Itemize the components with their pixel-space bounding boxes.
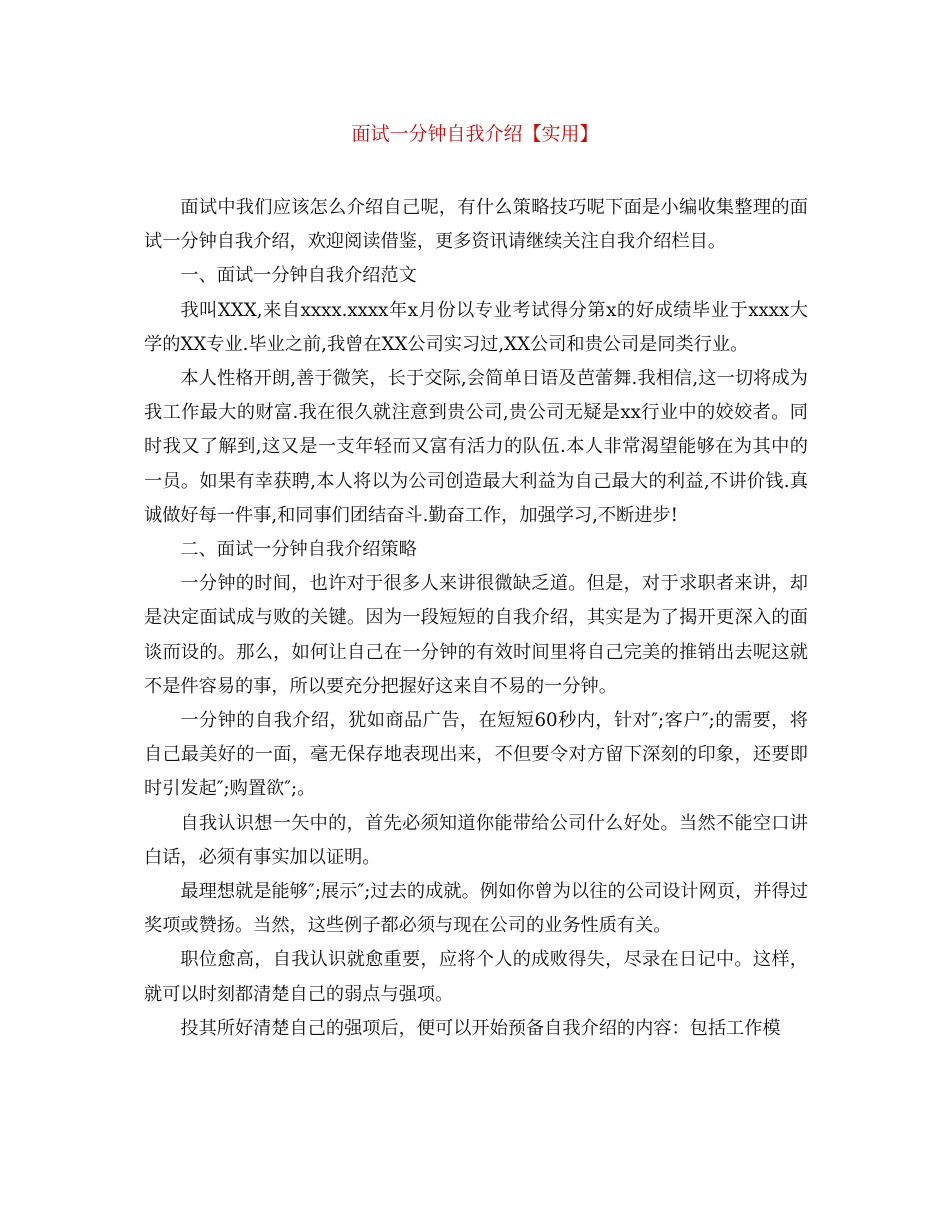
body-paragraph: 我叫XXX,来自xxxx.xxxx年x月份以专业考试得分第x的好成绩毕业于xxxx大学的XX专业.毕业之前,我曾在XX公司实习过,XX公司和贵公司是同类行业。 <box>144 299 808 355</box>
intro-paragraph: 面试中我们应该怎么介绍自己呢，有什么策略技巧呢下面是小编收集整理的面试一分钟自我介绍，欢迎阅读借鉴，更多资讯请继续关注自我介绍栏目。 <box>144 197 808 253</box>
body-paragraph: 自我认识想一矢中的，首先必须知道你能带给公司什么好处。当然不能空口讲白话，必须有事实加以证明。 <box>144 812 808 868</box>
body-paragraph: 最理想就是能够″;展示″;过去的成就。例如你曾为以往的公司设计网页，并得过奖项或赞扬。当然，这些例子都必须与现在公司的业务性质有关。 <box>144 881 808 937</box>
body-paragraph: 投其所好清楚自己的强项后，便可以开始预备自我介绍的内容：包括工作模 <box>180 1017 781 1039</box>
body-paragraph: 本人性格开朗,善于微笑，长于交际,会简单日语及芭蕾舞.我相信,这一切将成为我工作最大的财富.我在很久就注意到贵公司,贵公司无疑是xx行业中的姣姣者。同时我又了解到,这又是一支年轻而又富有活力的队伍.本人非常渴望能够在为其中的一员。如果有幸获聘,本人将以为公司创造最大利益为自己最大的利益,不讲价钱.真诚做好每一件事,和同事们团结奋斗.勤奋工作，加强学习,不断进步! <box>144 368 808 526</box>
section-heading-strategy: 二、面试一分钟自我介绍策略 <box>180 539 417 561</box>
body-paragraph: 职位愈高，自我认识就愈重要，应将个人的成败得失，尽录在日记中。这样，就可以时刻都清楚自己的弱点与强项。 <box>144 949 808 1005</box>
document-body <box>144 191 808 1046</box>
body-paragraph: 一分钟的时间，也许对于很多人来讲很微缺乏道。但是，对于求职者来讲，却是决定面试成与败的关键。因为一段短短的自我介绍，其实是为了揭开更深入的面谈而设的。那么，如何让自己在一分钟的有效时间里将自己完美的推销出去呢这就不是件容易的事，所以要充分把握好这来自不易的一分钟。 <box>144 573 808 697</box>
section-heading-sample: 一、面试一分钟自我介绍范文 <box>180 265 417 287</box>
document-title: 面试一分钟自我介绍【实用】 <box>351 123 599 145</box>
body-paragraph: 一分钟的自我介绍，犹如商品广告，在短短60秒内，针对″;客户″;的需要，将自己最美好的一面，毫无保存地表现出来，不但要令对方留下深刻的印象，还要即时引发起″;购置欲″;。 <box>144 710 808 800</box>
